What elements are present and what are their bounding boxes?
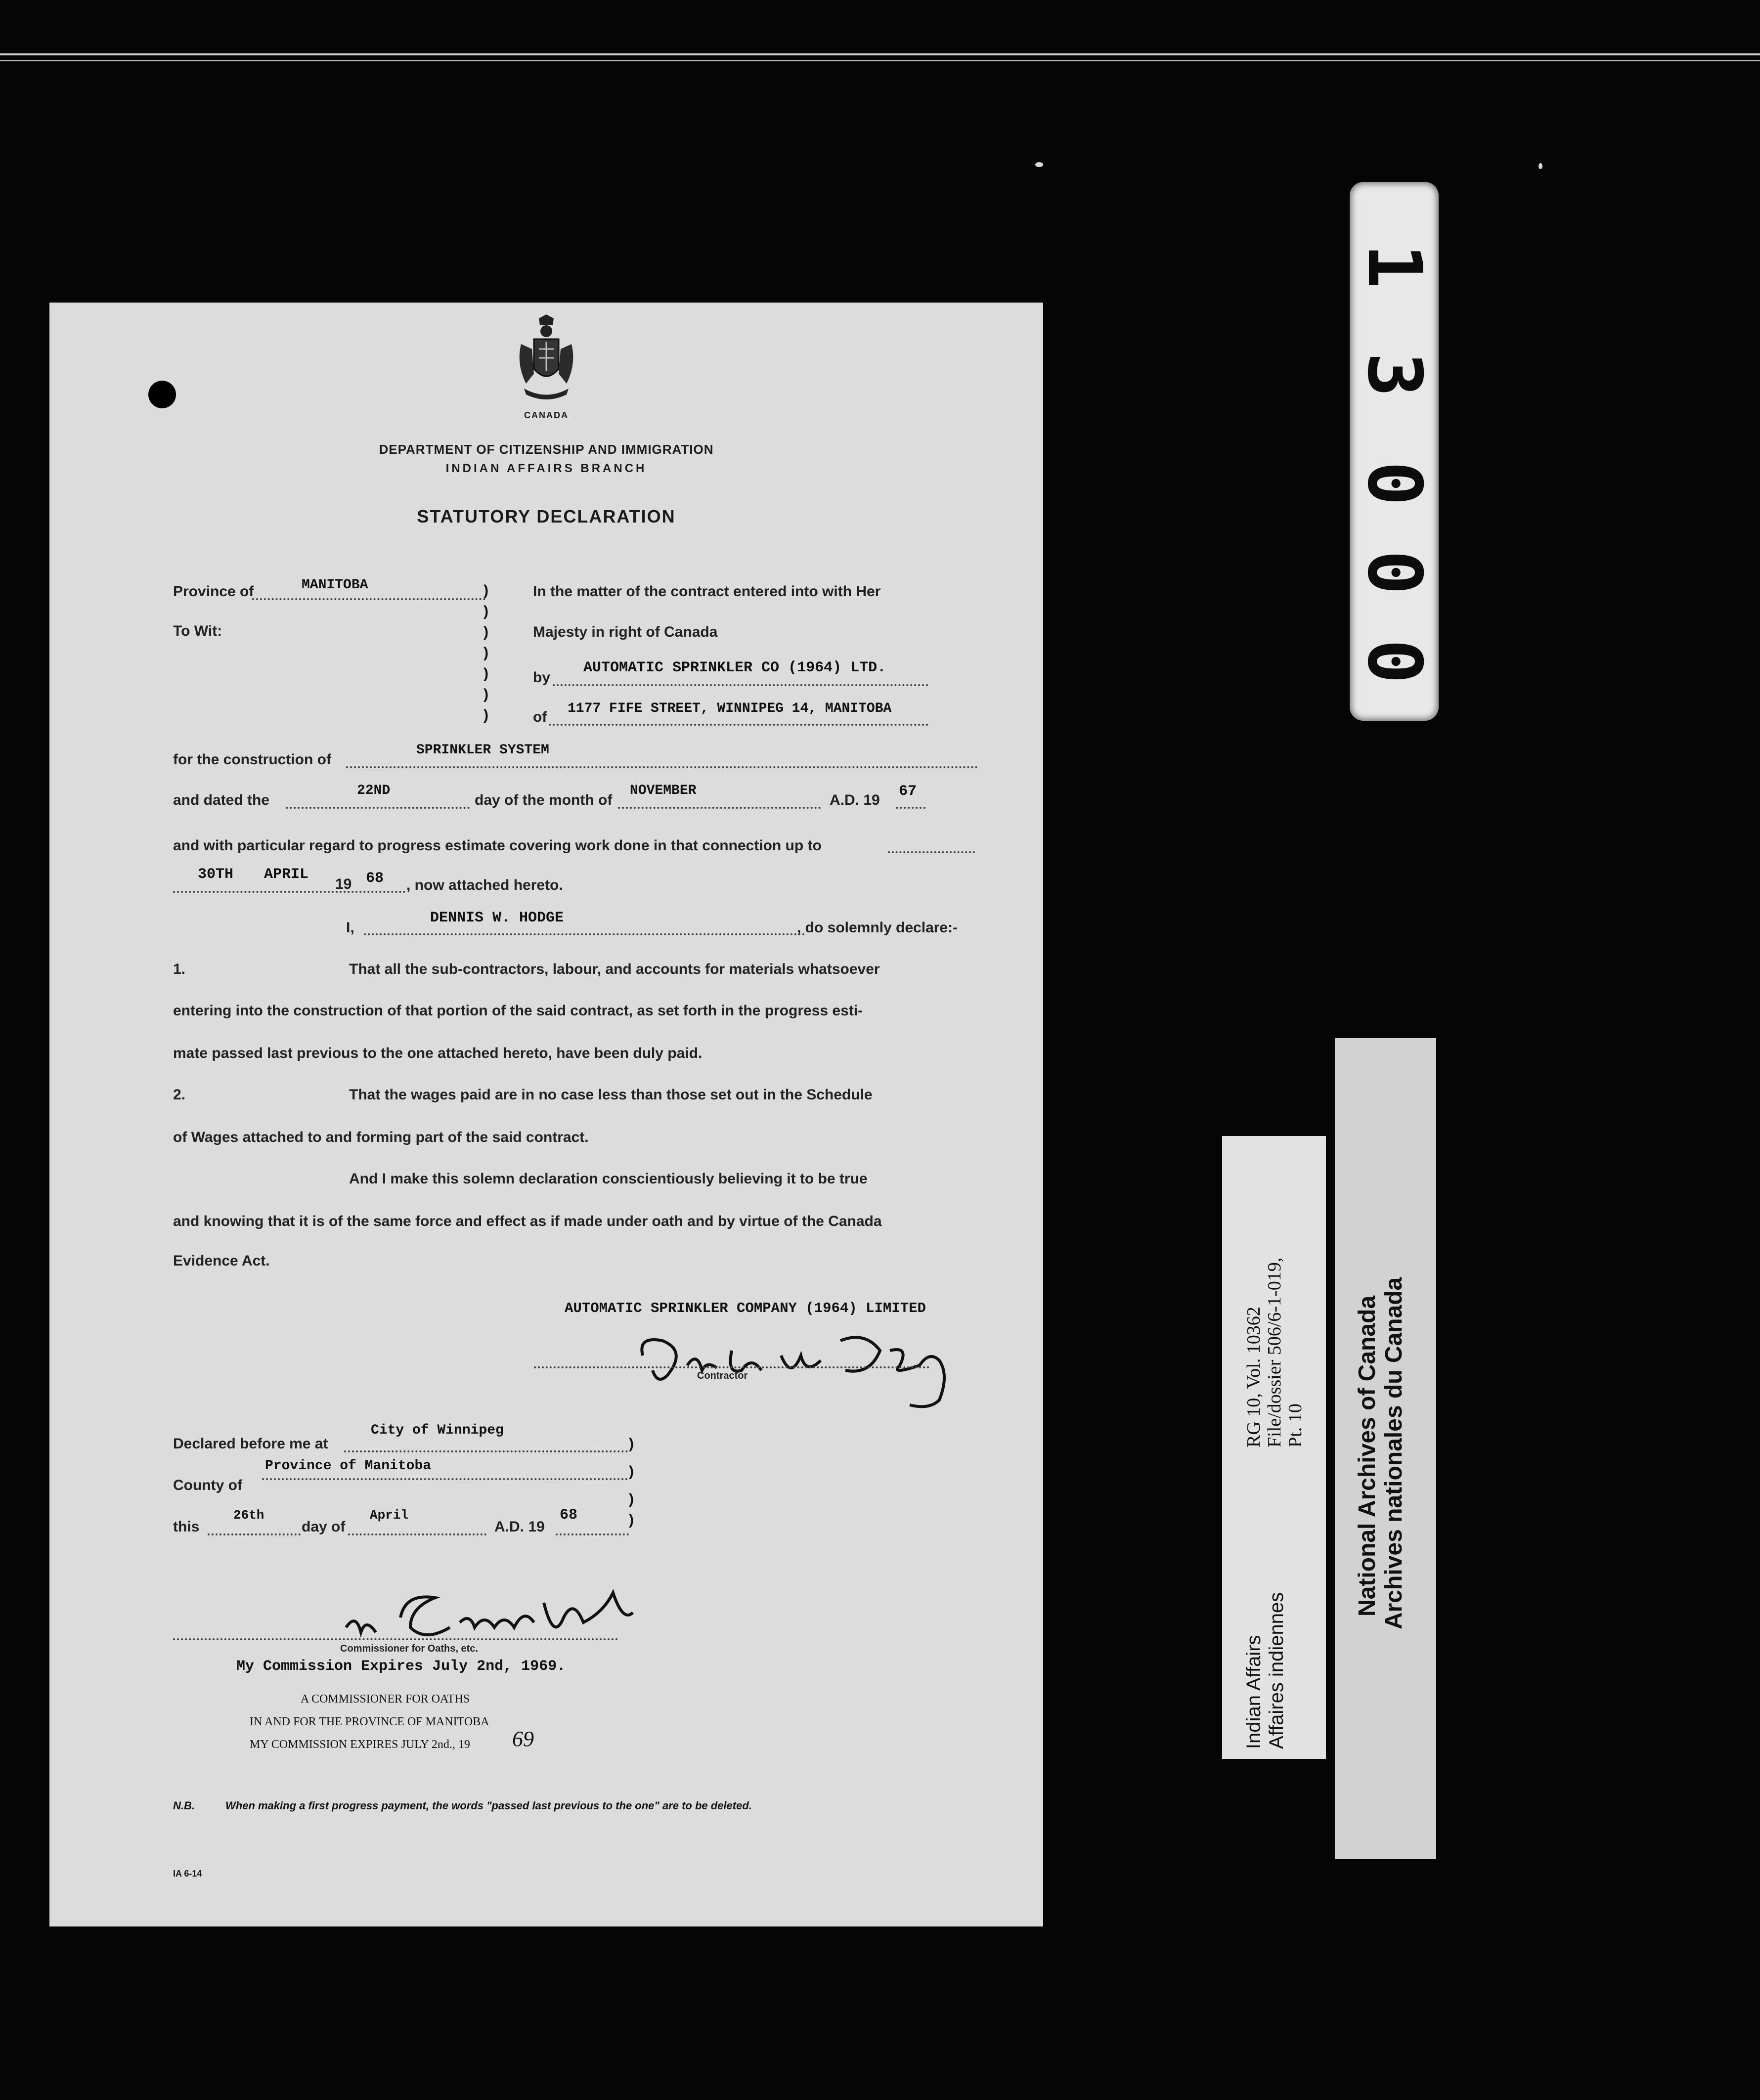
item-2-number: 2. [173,1087,186,1103]
contractor-address-value: 1177 FIFE STREET, WINNIPEG 14, MANITOBA [568,701,892,716]
regard-line: and with particular regard to progress estimate covering work done in that connection up to [173,837,822,854]
dated-year-value: 67 [899,783,917,800]
matter-line-1: In the matter of the contract entered into with Her [533,583,881,600]
this-month-value: April [370,1508,409,1523]
archive-ref-line-2: File/dossier 506/6-1-019, [1264,1257,1285,1447]
dated-month-value: NOVEMBER [630,783,697,798]
bracket: ) [484,707,488,723]
commissioner-line [173,1638,618,1640]
regard-dots [888,851,975,853]
county-label: County of [173,1477,242,1493]
item-1-line-2: entering into the construction of that portion of the said contract, as set forth in the progress esti- [173,1003,863,1019]
of-label: of [533,709,547,725]
upto-month-value: APRIL [264,866,309,883]
construction-line [346,766,978,768]
this-month-line [348,1533,486,1535]
bracket: ) [629,1463,634,1480]
attached-label: , now attached hereto. [406,877,563,893]
frame-digit: 1 [1351,243,1437,289]
nb-label: N.B. [173,1799,195,1812]
this-label: this [173,1519,200,1535]
commissioner-signature [336,1583,643,1652]
stamp-year-value: 69 [512,1727,534,1751]
archive-ref-line-5: Affaires indiennes [1266,1592,1287,1749]
stamp-line-3: MY COMMISSION EXPIRES JULY 2nd., 19 [250,1738,470,1751]
film-frame-number [1350,182,1439,721]
i-label: I, [346,919,354,936]
upto-year-value: 68 [366,870,384,887]
declared-place-value: City of Winnipeg [371,1423,504,1438]
dated-day-line [286,807,470,809]
film-edge-line [0,60,1760,61]
canada-coat-of-arms-icon [514,314,578,403]
form-code: IA 6-14 [173,1869,202,1879]
dated-month-line [618,807,821,809]
contractor-signature [633,1321,1009,1410]
dayof-label: day of [302,1519,346,1535]
archive-ref-line-4: Indian Affairs [1243,1635,1265,1749]
statutory-declaration-document [49,303,1043,1926]
frame-digit: 0 [1351,550,1437,595]
archives-name-english: National Archives of Canada [1354,1295,1380,1617]
archives-name-french: Archives nationales du Canada [1381,1277,1407,1629]
contractor-label: Contractor [697,1370,748,1381]
crest-caption: CANADA [524,410,569,420]
declare-label: , do solemnly declare:- [797,919,958,936]
frame-digit: 0 [1351,639,1437,684]
bracket: ) [484,603,488,619]
month-label: day of the month of [475,792,613,808]
dust-speck [1035,162,1043,167]
film-edge-line [0,53,1760,55]
nb-text: When making a first progress payment, the words "passed last previous to the one" are to be deleted. [225,1799,752,1812]
by-label: by [533,669,551,686]
bracket: ) [629,1491,634,1507]
county-value: Province of Manitoba [265,1458,432,1474]
dated-year-line [896,807,925,809]
this-ad-label: A.D. 19 [494,1519,545,1535]
archive-ref-line-3: Pt. 10 [1285,1403,1306,1447]
item-2-line-2: of Wages attached to and forming part of the said contract. [173,1129,589,1145]
branch-heading: INDIAN AFFAIRS BRANCH [445,462,647,475]
county-line [262,1478,628,1480]
declared-label: Declared before me at [173,1436,328,1452]
frame-digit: 3 [1351,352,1437,397]
province-line [252,598,485,600]
company-stamp: AUTOMATIC SPRINKLER COMPANY (1964) LIMITED [565,1300,926,1316]
by-line [553,684,928,686]
bracket: ) [484,645,488,661]
to-wit-label: To Wit: [173,623,222,639]
this-day-value: 26th [233,1508,264,1523]
declarant-line [364,933,805,935]
item-1-line-3: mate passed last previous to the one attached hereto, have been duly paid. [173,1045,703,1061]
item-1-number: 1. [173,961,186,977]
bracket: ) [629,1436,634,1452]
declarant-value: DENNIS W. HODGE [430,910,564,926]
stamp-line-2: IN AND FOR THE PROVINCE OF MANITOBA [250,1715,489,1728]
archive-reference-label [1222,1136,1326,1759]
province-value: MANITOBA [302,577,368,593]
this-year-line [556,1533,629,1535]
bracket: ) [484,624,488,640]
archive-ref-line-1: RG 10, Vol. 10362 [1243,1307,1264,1447]
department-heading: DEPARTMENT OF CITIZENSHIP AND IMMIGRATION [379,442,714,457]
bracket: ) [484,686,488,702]
declared-line [344,1450,628,1452]
upto-century: 19 [335,876,352,892]
this-year-value: 68 [560,1507,578,1524]
frame-digit: 0 [1351,461,1437,506]
solemn-line-2: and knowing that it is of the same force and effect as if made under oath and by virtue of the Canada [173,1213,882,1229]
upto-day-value: 30TH [198,866,234,883]
upto-line [173,891,405,893]
solemn-line-1: And I make this solemn declaration conscientiously believing it to be true [349,1171,868,1187]
contractor-signature-line [534,1366,929,1368]
item-2-line-1: That the wages paid are in no case less than those set out in the Schedule [349,1087,873,1103]
construction-value: SPRINKLER SYSTEM [416,743,549,758]
this-day-line [208,1533,301,1535]
commissioner-label: Commissioner for Oaths, etc. [340,1643,478,1654]
dated-day-value: 22ND [357,783,391,798]
bracket: ) [484,665,488,682]
bracket: ) [484,582,488,599]
document-title: STATUTORY DECLARATION [417,506,676,526]
item-1-line-1: That all the sub-contractors, labour, and accounts for materials whatsoever [349,961,880,977]
construction-label: for the construction of [173,751,331,768]
dust-speck [1539,163,1542,169]
contractor-name-value: AUTOMATIC SPRINKLER CO (1964) LTD. [583,659,886,676]
commission-expiry-stamp: My Commission Expires July 2nd, 1969. [236,1658,566,1675]
ad-label: A.D. 19 [830,792,880,808]
matter-line-2: Majesty in right of Canada [533,624,718,640]
solemn-line-3: Evidence Act. [173,1253,270,1269]
of-line [549,724,928,726]
bracket: ) [629,1512,634,1528]
national-archives-label [1335,1038,1436,1859]
punch-hole [148,381,176,408]
dated-label: and dated the [173,792,270,808]
stamp-line-1: A COMMISSIONER FOR OATHS [301,1693,470,1706]
province-label: Province of [173,583,254,600]
